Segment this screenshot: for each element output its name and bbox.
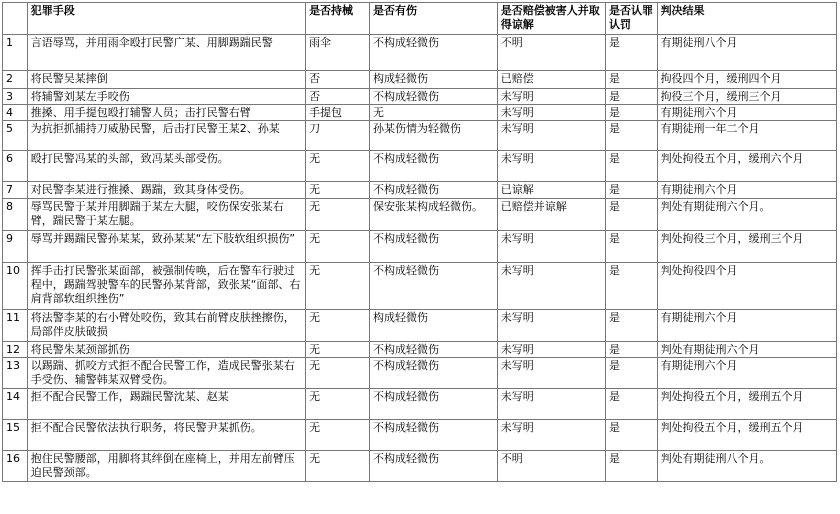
- cell-method: 将民警吴某摔倒: [27, 71, 305, 89]
- cell-no: 1: [3, 35, 28, 71]
- cell-injury: 构成轻微伤: [369, 310, 497, 342]
- cell-verdict: 判处有期徒刑八个月。: [657, 451, 836, 482]
- cell-method: 辱骂民警于某并用脚踹于某左大腿，咬伤保安张某右臂，踹民警于某左腿。: [27, 199, 305, 231]
- cell-method: 将民警朱某颈部抓伤: [27, 342, 305, 358]
- cell-injury: 构成轻微伤: [369, 71, 497, 89]
- cell-weapon: 手提包: [306, 105, 370, 121]
- table-row: [3, 451, 837, 482]
- cell-no: 3: [3, 89, 28, 105]
- cell-compensation: 未写明: [497, 231, 605, 263]
- header-no: [3, 3, 28, 35]
- cell-injury: 不构成轻微伤: [369, 35, 497, 71]
- table-row: [3, 420, 837, 451]
- cell-verdict: 判处有期徒刑六个月。: [657, 199, 836, 231]
- cell-method: 拒不配合民警依法执行职务，将民警尹某抓伤。: [27, 420, 305, 451]
- cell-no: 14: [3, 389, 28, 420]
- cell-no: 2: [3, 71, 28, 89]
- cell-no: 10: [3, 263, 28, 310]
- cell-verdict: 判处拘役五个月，缓刑五个月: [657, 420, 836, 451]
- cell-no: 16: [3, 451, 28, 482]
- cell-admission: 是: [606, 420, 658, 451]
- cell-no: 5: [3, 121, 28, 151]
- cell-compensation: 未写明: [497, 420, 605, 451]
- cell-weapon: 无: [306, 451, 370, 482]
- cell-weapon: 无: [306, 310, 370, 342]
- cell-compensation: 未写明: [497, 151, 605, 182]
- cell-method: 挥手击打民警张某面部，被强制传唤，后在警车行驶过程中，踢踹驾驶警车的民警孙某背部，致张某“面部、右肩背部软组织挫伤”: [27, 263, 305, 310]
- cell-compensation: 未写明: [497, 121, 605, 151]
- table-row: [3, 89, 837, 105]
- cell-injury: 不构成轻微伤: [369, 342, 497, 358]
- cell-admission: 是: [606, 151, 658, 182]
- cell-verdict: 判处拘役四个月: [657, 263, 836, 310]
- cell-no: 15: [3, 420, 28, 451]
- cell-method: 抱住民警腰部，用脚将其绊倒在座椅上，并用左前臂压迫民警颈部。: [27, 451, 305, 482]
- cell-method: 言语辱骂，并用雨伞殴打民警广某、用脚踢踹民警: [27, 35, 305, 71]
- header-verdict: 判决结果: [657, 3, 836, 35]
- cell-admission: 是: [606, 358, 658, 389]
- cell-injury: 无: [369, 105, 497, 121]
- header-compensation: 是否赔偿被害人并取得谅解: [497, 3, 605, 35]
- table-row: [3, 358, 837, 389]
- cell-compensation: 未写明: [497, 342, 605, 358]
- cell-method: 将辅警刘某左手咬伤: [27, 89, 305, 105]
- cell-method: 殴打民警冯某的头部，致冯某头部受伤。: [27, 151, 305, 182]
- cell-weapon: 无: [306, 199, 370, 231]
- cell-verdict: 有期徒刑八个月: [657, 35, 836, 71]
- cell-no: 13: [3, 358, 28, 389]
- cell-admission: 是: [606, 389, 658, 420]
- cell-verdict: 拘役三个月，缓刑三个月: [657, 89, 836, 105]
- cell-compensation: 未写明: [497, 310, 605, 342]
- header-injury: 是否有伤: [369, 3, 497, 35]
- cell-injury: 保安张某构成轻微伤。: [369, 199, 497, 231]
- cell-weapon: 否: [306, 89, 370, 105]
- cell-compensation: 已谅解: [497, 182, 605, 199]
- table-row: [3, 199, 837, 231]
- header-weapon: 是否持械: [306, 3, 370, 35]
- table-row: [3, 121, 837, 151]
- cell-admission: 是: [606, 342, 658, 358]
- cell-admission: 是: [606, 105, 658, 121]
- cell-compensation: 未写明: [497, 263, 605, 310]
- table-row: [3, 151, 837, 182]
- cell-admission: 是: [606, 199, 658, 231]
- cell-verdict: 判处有期徒刑六个月: [657, 342, 836, 358]
- cell-weapon: 雨伞: [306, 35, 370, 71]
- cell-compensation: 未写明: [497, 89, 605, 105]
- cell-no: 4: [3, 105, 28, 121]
- cell-weapon: 无: [306, 389, 370, 420]
- cell-verdict: 有期徒刑六个月: [657, 105, 836, 121]
- table-row: [3, 182, 837, 199]
- cell-compensation: 未写明: [497, 105, 605, 121]
- case-table: [2, 2, 837, 482]
- cell-weapon: 无: [306, 358, 370, 389]
- table-row: [3, 263, 837, 310]
- cell-method: 以踢踹、抓咬方式拒不配合民警工作，造成民警张某右手受伤、辅警韩某双臂受伤。: [27, 358, 305, 389]
- cell-injury: 不构成轻微伤: [369, 389, 497, 420]
- cell-no: 6: [3, 151, 28, 182]
- cell-injury: 不构成轻微伤: [369, 263, 497, 310]
- cell-admission: 是: [606, 71, 658, 89]
- cell-verdict: 判处拘役五个月，缓刑五个月: [657, 389, 836, 420]
- cell-admission: 是: [606, 89, 658, 105]
- cell-injury: 不构成轻微伤: [369, 451, 497, 482]
- cell-compensation: 不明: [497, 451, 605, 482]
- cell-verdict: 判处拘役三个月，缓刑三个月: [657, 231, 836, 263]
- cell-verdict: 有期徒刑一年二个月: [657, 121, 836, 151]
- cell-weapon: 刀: [306, 121, 370, 151]
- cell-compensation: 未写明: [497, 389, 605, 420]
- cell-weapon: 否: [306, 71, 370, 89]
- cell-injury: 不构成轻微伤: [369, 231, 497, 263]
- cell-weapon: 无: [306, 263, 370, 310]
- table-row: [3, 342, 837, 358]
- cell-admission: 是: [606, 263, 658, 310]
- table-row: [3, 231, 837, 263]
- cell-verdict: 有期徒刑六个月: [657, 310, 836, 342]
- cell-admission: 是: [606, 231, 658, 263]
- cell-method: 将法警李某的右小臂处咬伤，致其右前臂皮肤挫擦伤，局部伴皮肤破损: [27, 310, 305, 342]
- cell-weapon: 无: [306, 342, 370, 358]
- cell-admission: 是: [606, 182, 658, 199]
- cell-injury: 不构成轻微伤: [369, 151, 497, 182]
- cell-injury: 不构成轻微伤: [369, 89, 497, 105]
- table-row: [3, 389, 837, 420]
- cell-admission: 是: [606, 310, 658, 342]
- cell-no: 7: [3, 182, 28, 199]
- table-row: [3, 105, 837, 121]
- cell-method: 对民警李某进行推搡、踢踹，致其身体受伤。: [27, 182, 305, 199]
- cell-weapon: 无: [306, 420, 370, 451]
- cell-admission: 是: [606, 35, 658, 71]
- cell-method: 辱骂并踢踹民警孙某某，致孙某某“左下肢软组织损伤”: [27, 231, 305, 263]
- cell-no: 8: [3, 199, 28, 231]
- cell-admission: 是: [606, 451, 658, 482]
- cell-compensation: 已赔偿并谅解: [497, 199, 605, 231]
- cell-compensation: 已赔偿: [497, 71, 605, 89]
- cell-no: 11: [3, 310, 28, 342]
- header-admission: 是否认罪认罚: [606, 3, 658, 35]
- cell-method: 拒不配合民警工作，踢踹民警沈某、赵某: [27, 389, 305, 420]
- cell-injury: 孙某伤情为轻微伤: [369, 121, 497, 151]
- cell-method: 为抗拒抓捕持刀威胁民警，后击打民警王某2、孙某: [27, 121, 305, 151]
- cell-no: 9: [3, 231, 28, 263]
- header-row: [3, 3, 837, 35]
- table-row: [3, 71, 837, 89]
- cell-weapon: 无: [306, 231, 370, 263]
- cell-injury: 不构成轻微伤: [369, 420, 497, 451]
- table-row: [3, 35, 837, 71]
- cell-verdict: 拘役四个月，缓刑四个月: [657, 71, 836, 89]
- cell-injury: 不构成轻微伤: [369, 182, 497, 199]
- cell-method: 推搡、用手提包殴打辅警人员；击打民警右臂: [27, 105, 305, 121]
- cell-verdict: 有期徒刑六个月: [657, 358, 836, 389]
- cell-weapon: 无: [306, 151, 370, 182]
- cell-compensation: 未写明: [497, 358, 605, 389]
- cell-no: 12: [3, 342, 28, 358]
- cell-injury: 不构成轻微伤: [369, 358, 497, 389]
- cell-compensation: 不明: [497, 35, 605, 71]
- table-row: [3, 310, 837, 342]
- cell-verdict: 有期徒刑六个月: [657, 182, 836, 199]
- cell-admission: 是: [606, 121, 658, 151]
- cell-verdict: 判处拘役五个月，缓刑六个月: [657, 151, 836, 182]
- header-method: 犯罪手段: [27, 3, 305, 35]
- cell-weapon: 无: [306, 182, 370, 199]
